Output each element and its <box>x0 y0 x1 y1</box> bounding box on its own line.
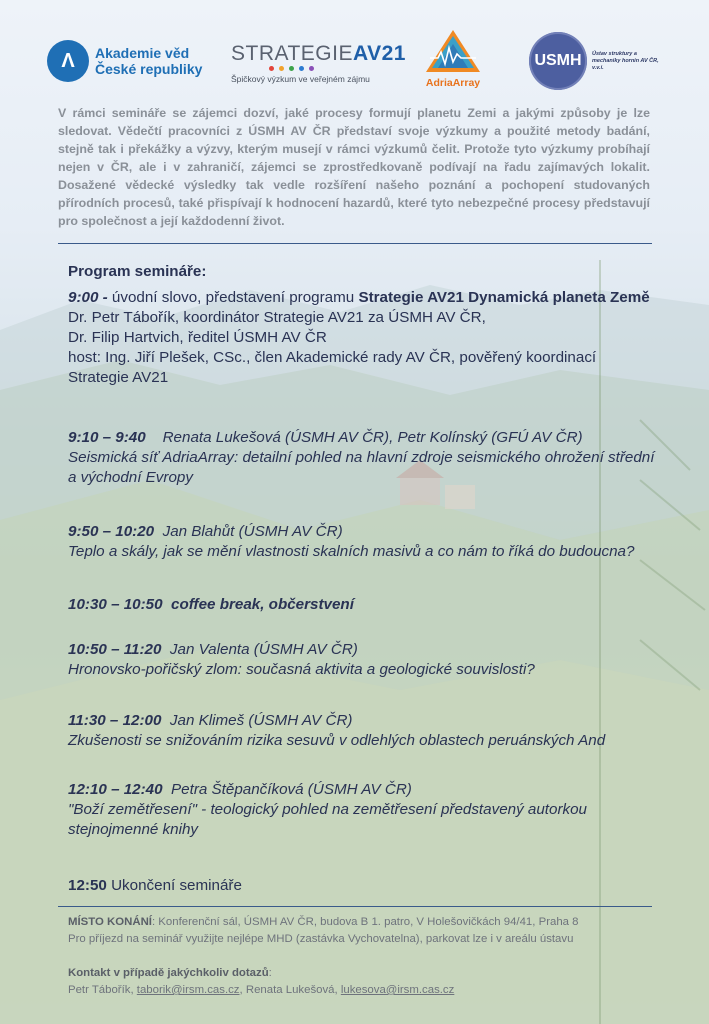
strategie-prefix: STRATEGIE <box>231 42 353 65</box>
opening-line5: Strategie AV21 <box>68 369 169 386</box>
program-talk-5 <box>68 780 668 840</box>
opening-time: 9:00 - <box>68 289 108 306</box>
contact-label: Kontakt v případě jakýchkoliv dotazů <box>68 967 269 979</box>
talk3-time: 10:50 – 11:20 <box>68 641 162 658</box>
talk1-title-line2: a východní Evropy <box>68 469 193 486</box>
break-time: 10:30 – 10:50 <box>68 596 163 613</box>
talk4-time: 11:30 – 12:00 <box>68 712 162 729</box>
strategie-av21-logo <box>231 42 406 84</box>
venue-label: MÍSTO KONÁNÍ <box>68 916 152 928</box>
logo-row <box>0 28 709 98</box>
usmh-logo-subtitle: Ústav struktury a mechaniky hornin AV ČR, v.v.i. <box>592 50 659 71</box>
program-talk-3 <box>68 640 668 680</box>
contact-email-link-2[interactable]: lukesova@irsm.cas.cz <box>340 984 455 996</box>
divider-top <box>58 243 652 244</box>
av-cr-logo-line2: České republiky <box>95 61 203 77</box>
program-talk-2 <box>68 522 668 562</box>
transport-note: Pro příjezd na seminář využijte nejlépe MHD (zastávka Vychovatelna), parkovat lze i v areálu ústavu <box>68 933 574 945</box>
closing-label: Ukončení semináře <box>106 877 242 894</box>
talk1-time: 9:10 – 9:40 <box>68 429 146 446</box>
program-talk-4 <box>68 711 668 751</box>
contact-name-2: , Renata Lukešová, <box>239 984 341 996</box>
talk4-title-line1: Zkušenosti se snižováním rizika sesuvů v odlehlých oblastech peruánských And <box>68 732 606 749</box>
intro-paragraph: V rámci semináře se zájemci dozví, jaké procesy formují planetu Zemi a jakými způsoby je lze sledovat. Vědečtí pracovníci z ÚSMH AV ČR představí svoje výzkumy a použité metody badání, stejně tak i překážky a výzvy, kterým musejí v rámci výzkumů čelit. Protože tyto výzkumy probíhají nejen v ČR, ale i v zahraničí, zájemci se zprostředkovaně podívají na řadu zajímavých lokalit. Dosažené vědecké výsledky tak vedle rozšíření našeho poznání a pochopení studovaných přírodních procesů, také přispívají k hodnocení hazardů, které tyto nebezpečné procesy představují pro společnost a její každodenní život. <box>58 106 650 228</box>
talk2-time: 9:50 – 10:20 <box>68 523 155 540</box>
talk2-title-line1: Teplo a skály, jak se mění vlastnosti skalních masivů a co nám to říká do budoucna? <box>68 543 635 560</box>
usmh-logo <box>529 32 662 90</box>
program-heading: Program semináře: <box>68 263 207 280</box>
strategie-dots-icon <box>269 66 391 72</box>
talk3-speakers: Jan Valenta (ÚSMH AV ČR) <box>169 641 358 658</box>
program-closing <box>68 876 668 896</box>
adriaarray-mountain-icon <box>422 28 484 74</box>
talk5-speakers: Petra Štěpančíková (ÚSMH AV ČR) <box>171 781 412 798</box>
talk1-title-line1: Seismická síť AdriaArray: detailní pohled na hlavní zdroje seismického ohrožení střední <box>68 449 655 466</box>
divider-bottom <box>58 906 652 907</box>
strategie-suffix: AV21 <box>352 42 406 65</box>
strategie-tagline: Špičkový výzkum ve veřejném zájmu <box>231 74 370 84</box>
talk1-speakers: Renata Lukešová (ÚSMH AV ČR), Petr Kolínský (GFÚ AV ČR) <box>162 429 583 446</box>
opening-line4: host: Ing. Jiří Plešek, CSc., člen Akademické rady AV ČR, pověřený koordinací <box>68 349 597 366</box>
talk5-title-line1: "Boží zemětřesení" - teologický pohled na zemětřesení představený autorkou <box>68 801 588 818</box>
program-opening <box>68 288 668 388</box>
opening-line3: Dr. Filip Hartvich, ředitel ÚSMH AV ČR <box>68 329 327 346</box>
contact-name-1: Petr Tábořík, <box>68 984 137 996</box>
talk2-speakers: Jan Blahůt (ÚSMH AV ČR) <box>162 523 343 540</box>
opening-line2: Dr. Petr Tábořík, koordinátor Strategie AV21 za ÚSMH AV ČR, <box>68 309 486 326</box>
usmh-logo-mark: USMH <box>529 32 587 90</box>
talk4-speakers: Jan Klimeš (ÚSMH AV ČR) <box>169 712 353 729</box>
talk5-time: 12:10 – 12:40 <box>68 781 163 798</box>
av-cr-logo-line1: Akademie věd <box>95 45 190 61</box>
break-label: coffee break, občerstvení <box>171 596 354 613</box>
closing-time: 12:50 <box>68 877 107 894</box>
talk5-title-line2: stejnojmenné knihy <box>68 821 199 838</box>
opening-strategy: Strategie AV21 Dynamická planeta Země <box>358 289 650 306</box>
av-cr-logo-icon: Λ <box>47 40 89 82</box>
opening-text: úvodní slovo, představení programu <box>107 289 359 306</box>
av-cr-logo <box>47 40 202 82</box>
adriaarray-logo <box>418 28 488 89</box>
adriaarray-label: AdriaArray <box>425 77 481 89</box>
program-talk-1 <box>68 428 668 488</box>
venue-text: : Konferenční sál, ÚSMH AV ČR, budova B 1. patro, V Holešovičkách 94/41, Praha 8 <box>151 916 579 928</box>
footer-info: MÍSTO KONÁNÍ: Konferenční sál, ÚSMH AV ČR, budova B 1. patro, V Holešovičkách 94/41, Praha 8 Pro příjezd na seminář využijte nejlépe MHD (zastávka Vychovatelna), parkovat lze i v areálu ústavu Kontakt v případě jakýchkoliv dotazů: Petr Tábořík, taborik@irsm.cas.cz, Renata Lukešová, lukesova@irsm.cas.cz <box>68 914 668 999</box>
program-break <box>68 595 668 615</box>
contact-email-link-1[interactable]: taborik@irsm.cas.cz <box>136 984 240 996</box>
talk3-title-line1: Hronovsko-pořičský zlom: současná aktivita a geologické souvislosti? <box>68 661 535 678</box>
